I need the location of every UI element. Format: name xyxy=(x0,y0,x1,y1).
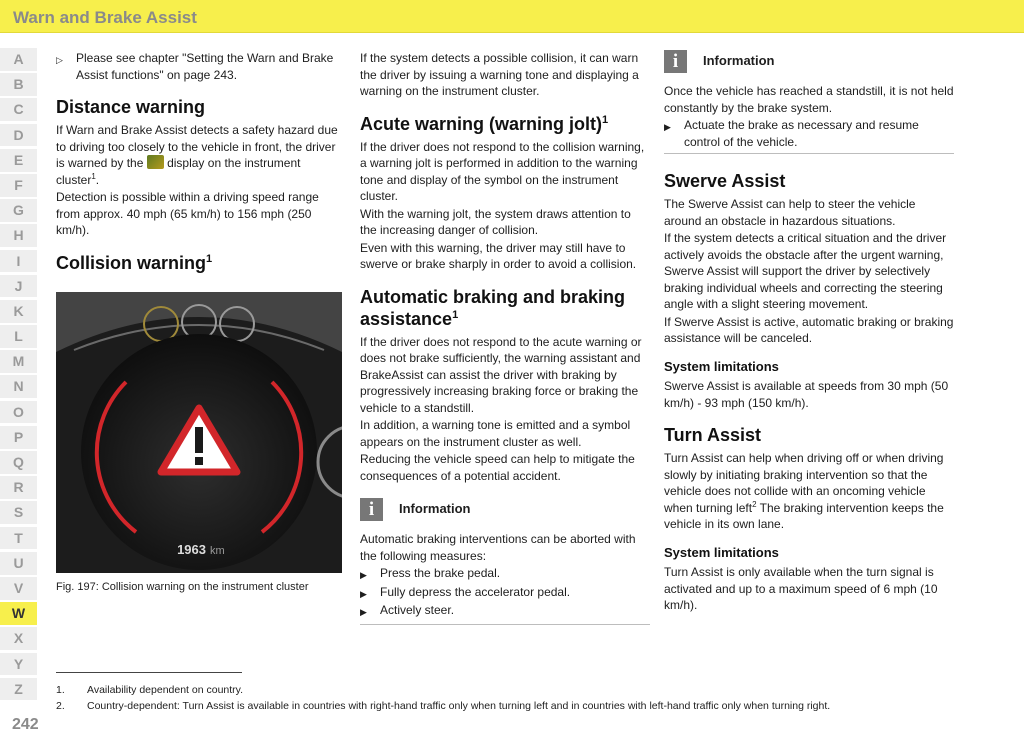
automatic-braking-text-2: In addition, a warning tone is emitted and a symbol appears on the instrument cluster as well. xyxy=(360,418,631,449)
page-number: 242 xyxy=(12,716,39,733)
arrow-icon: ▶ xyxy=(664,122,671,132)
index-letter-q[interactable]: Q xyxy=(0,451,37,474)
page-header xyxy=(0,0,1024,33)
swerve-assist-heading: Swerve Assist xyxy=(664,171,786,191)
footnotes xyxy=(56,682,956,714)
arrow-icon: ▶ xyxy=(360,588,367,599)
distance-warning-display-icon xyxy=(147,155,164,169)
information-title: Information xyxy=(703,53,775,69)
acute-warning-text-2: With the warning jolt, the system draws attention to the increasing danger of collision. xyxy=(360,206,631,237)
swerve-system-limitations-heading: System limitations xyxy=(664,358,779,374)
index-letter-u[interactable]: U xyxy=(0,552,37,575)
collision-intro-text: If the system detects a possible collision, it can warn the driver by issuing a warning tone and displaying a warning on the instrument cluster. xyxy=(360,51,639,98)
index-letter-c[interactable]: C xyxy=(0,98,37,121)
turn-system-limitations-heading: System limitations xyxy=(664,544,779,560)
index-letter-s[interactable]: S xyxy=(0,501,37,524)
index-letter-p[interactable]: P xyxy=(0,426,37,449)
turn-assist-heading: Turn Assist xyxy=(664,425,762,445)
column-1 xyxy=(56,50,346,595)
footnote: 2. Country-dependent: Turn Assist is available in countries with right-hand traffic only when turning left and in countries with left-hand traffic only when turning right. xyxy=(56,700,831,712)
index-letter-g[interactable]: G xyxy=(0,199,37,222)
odometer-unit: km xyxy=(210,544,225,557)
index-letter-f[interactable]: F xyxy=(0,174,37,197)
header-title: Warn and Brake Assist xyxy=(13,8,197,27)
automatic-braking-text-3: Reducing the vehicle speed can help to mitigate the consequences of a potential accident. xyxy=(360,452,635,483)
turn-system-limitations-text: Turn Assist is only available when the turn signal is activated and up to a maximum speed of 6 mph (10 km/h). xyxy=(664,565,938,612)
acute-warning-text-3: Even with this warning, the driver may still have to swerve or brake sharply in order to avoid a collision. xyxy=(360,240,637,271)
index-letter-t[interactable]: T xyxy=(0,527,37,550)
arrow-icon: ▶ xyxy=(360,570,367,580)
automatic-braking-text-1: If the driver does not respond to the acute warning or does not brake sufficiently, the warning assistant and BrakeAssist can assist the driver with braking by progressively increasing braking force or braking the vehicle to a standstill. xyxy=(360,334,642,415)
turn-assist-text: Turn Assist can help when driving off or when driving slowly by initiating braking intervention so that the vehicle does not collide with an oncoming vehicle when turning left$^2$ The braking intervention keeps the vehicle in its own lane. xyxy=(664,451,944,531)
index-letter-h[interactable]: H xyxy=(0,224,37,247)
index-letter-a[interactable]: A xyxy=(0,48,37,71)
index-letter-n[interactable]: N xyxy=(0,375,37,398)
column-2 xyxy=(360,50,650,641)
footnote-divider xyxy=(56,672,242,673)
index-letter-m[interactable]: M xyxy=(0,350,37,373)
list-item: ▶ Press the brake pedal. xyxy=(360,565,650,584)
index-letter-j[interactable]: J xyxy=(0,275,37,298)
index-letter-v[interactable]: V xyxy=(0,577,37,600)
list-item: ▶ Actuate the brake as necessary and resume control of the vehicle. xyxy=(664,118,919,149)
column-3 xyxy=(664,50,954,615)
collision-warning-heading: Collision warning$^1$ xyxy=(56,252,213,273)
distance-warning-text: If Warn and Brake Assist detects a safety hazard due to driving too closely to the vehicle in front, the driver is warned by the display on the instrument cluster$^1$. xyxy=(56,123,338,187)
arrow-icon: ▶ xyxy=(360,607,367,617)
automatic-braking-heading: Automatic braking and braking assistance$^1$ xyxy=(360,286,626,329)
index-letter-e[interactable]: E xyxy=(0,149,37,172)
instrument-cluster-figure xyxy=(56,292,342,573)
index-letter-i[interactable]: I xyxy=(0,250,37,273)
index-letter-w[interactable]: W xyxy=(0,602,37,625)
information-icon: i xyxy=(360,498,383,521)
information-title: Information xyxy=(399,501,471,517)
index-letter-r[interactable]: R xyxy=(0,476,37,499)
index-letter-z[interactable]: Z xyxy=(0,678,37,701)
footnote: 1. Availability dependent on country. xyxy=(56,684,244,696)
information-text: Automatic braking interventions can be aborted with the following measures: xyxy=(360,532,636,563)
swerve-assist-text-2: If the system detects a critical situation and the driver actively avoids the obstacle after the urgent warning, Swerve Assist will support the driver by selectively braking individual wheels and correcting the steering angle with a slight steering movement. xyxy=(664,231,947,311)
index-letter-b[interactable]: B xyxy=(0,73,37,96)
reference-bullet xyxy=(56,50,346,83)
acute-warning-heading: Acute warning (warning jolt)$^1$ xyxy=(360,113,609,134)
index-letter-y[interactable]: Y xyxy=(0,653,37,676)
swerve-system-limitations-text: Swerve Assist is available at speeds from 30 mph (50 km/h) - 93 mph (150 km/h). xyxy=(664,379,949,410)
information-icon: i xyxy=(664,50,687,73)
alphabet-index xyxy=(0,48,37,703)
information-text: Once the vehicle has reached a standstill, it is not held constantly by the brake system. xyxy=(664,84,954,115)
index-letter-d[interactable]: D xyxy=(0,124,37,147)
information-box xyxy=(664,50,954,154)
swerve-assist-text-1: The Swerve Assist can help to steer the vehicle around an obstacle in hazardous situations. xyxy=(664,197,916,228)
acute-warning-text-1: If the driver does not respond to the collision warning, a warning jolt is performed in addition to the warning tone and display of the symbol on the instrument cluster. xyxy=(360,139,645,203)
index-letter-k[interactable]: K xyxy=(0,300,37,323)
reference-text: Please see chapter "Setting the Warn and Brake Assist functions" on page 243. xyxy=(76,51,334,82)
index-letter-l[interactable]: L xyxy=(0,325,37,348)
list-item: ▶ Fully depress the accelerator pedal. xyxy=(360,584,650,603)
swerve-assist-text-3: If Swerve Assist is active, automatic braking or braking assistance will be canceled. xyxy=(664,314,954,345)
index-letter-o[interactable]: O xyxy=(0,401,37,424)
odometer-value: 1963 xyxy=(177,541,206,557)
figure-caption: Fig. 197: Collision warning on the instrument cluster xyxy=(56,580,309,593)
list-item: ▶ Actively steer. xyxy=(360,602,650,621)
detection-range-text: Detection is possible within a driving speed range from approx. 40 mph (65 km/h) to 156 mph (250 km/h). xyxy=(56,190,319,237)
instrument-cluster-image xyxy=(56,292,342,573)
index-letter-x[interactable]: X xyxy=(0,627,37,650)
distance-warning-heading: Distance warning xyxy=(56,97,206,117)
arrow-icon: ▷ xyxy=(56,55,63,65)
information-box xyxy=(360,498,650,625)
